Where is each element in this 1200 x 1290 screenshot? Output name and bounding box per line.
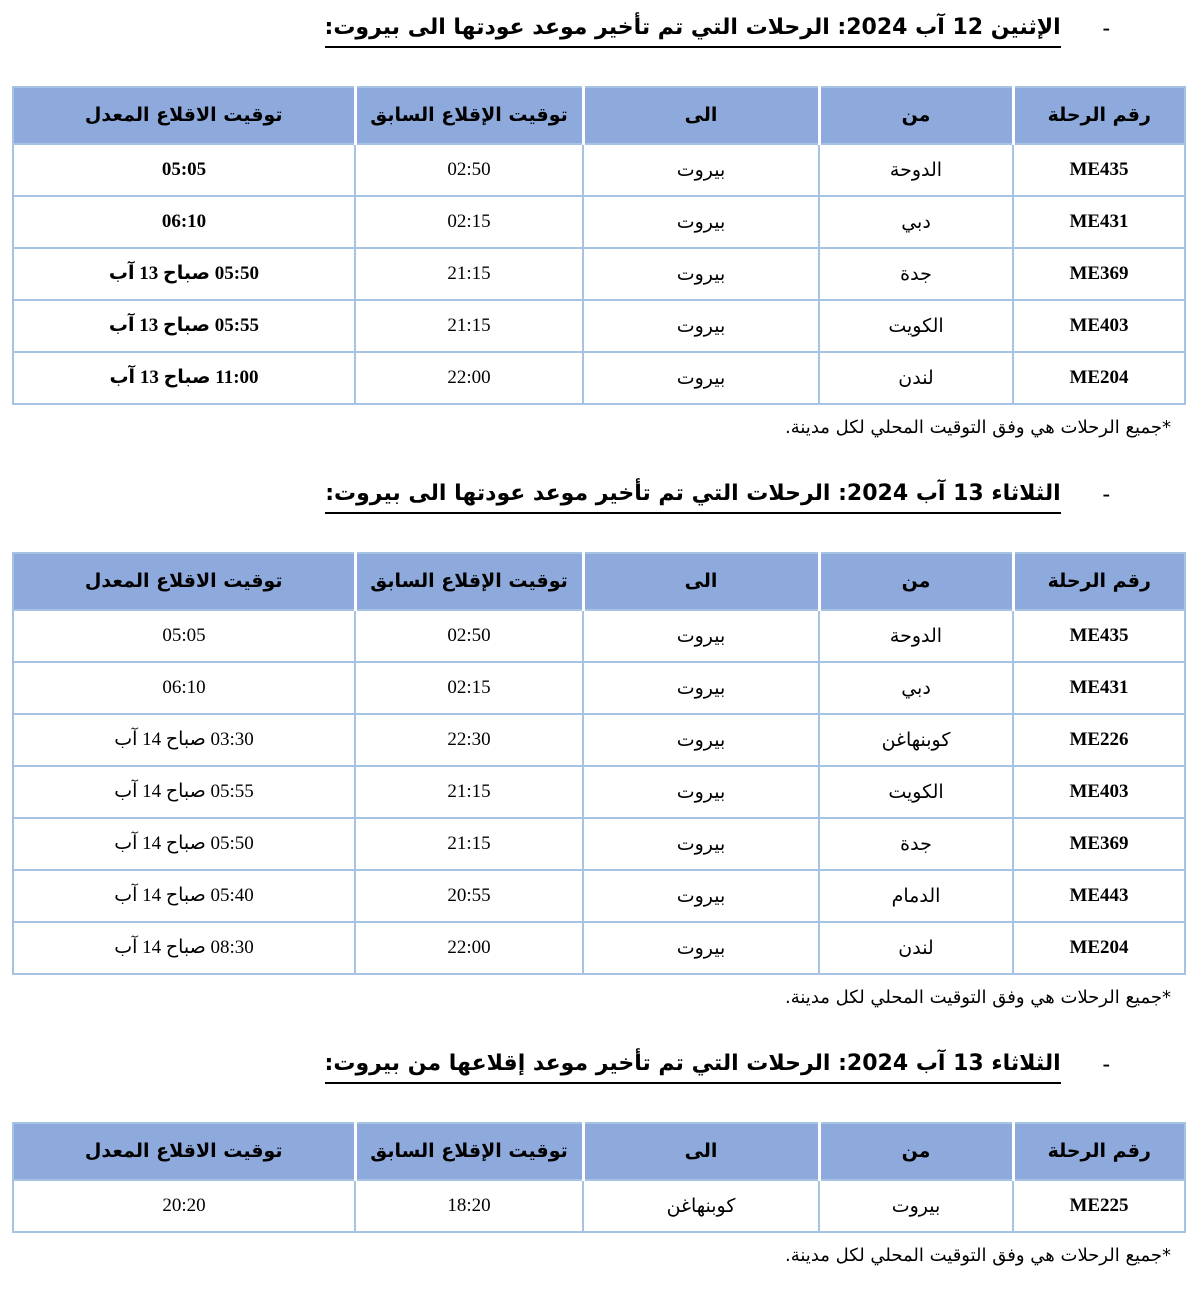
list-dash: - <box>1102 480 1110 506</box>
destination-cell: بيروت <box>583 662 819 714</box>
modified-departure-time-cell: 05:50 صباح 14 آب <box>13 818 355 870</box>
destination-cell: كوبنهاغن <box>583 1180 819 1232</box>
previous-departure-time-cell: 21:15 <box>355 766 583 818</box>
column-header: من <box>819 87 1013 144</box>
section-1-heading: الإثنين 12 آب 2024: الرحلات التي تم تأخير موعد عودتها الى بيروت: <box>325 12 1061 48</box>
modified-departure-time-cell: 05:55 صباح 14 آب <box>13 766 355 818</box>
table-row <box>13 300 1185 352</box>
flight-number-cell: ME435 <box>1013 144 1185 196</box>
previous-departure-time-cell: 21:15 <box>355 818 583 870</box>
table-row <box>13 144 1185 196</box>
list-dash: - <box>1102 1050 1110 1076</box>
previous-departure-time-cell: 21:15 <box>355 300 583 352</box>
destination-cell: بيروت <box>583 818 819 870</box>
origin-cell: كوبنهاغن <box>819 714 1013 766</box>
flight-number-cell: ME443 <box>1013 870 1185 922</box>
destination-cell: بيروت <box>583 248 819 300</box>
header-row <box>13 87 1185 144</box>
table-row <box>13 714 1185 766</box>
footnote-local-time: *جميع الرحلات هي وفق التوقيت المحلي لكل مدينة. <box>785 986 1171 1008</box>
destination-cell: بيروت <box>583 352 819 404</box>
table-row <box>13 248 1185 300</box>
table-row <box>13 922 1185 974</box>
modified-departure-time-cell: 05:40 صباح 14 آب <box>13 870 355 922</box>
destination-cell: بيروت <box>583 922 819 974</box>
footnote-local-time: *جميع الرحلات هي وفق التوقيت المحلي لكل مدينة. <box>785 416 1171 438</box>
origin-cell: الكويت <box>819 300 1013 352</box>
table-row <box>13 610 1185 662</box>
flight-number-cell: ME204 <box>1013 922 1185 974</box>
flight-number-cell: ME403 <box>1013 766 1185 818</box>
destination-cell: بيروت <box>583 610 819 662</box>
flight-number-cell: ME431 <box>1013 662 1185 714</box>
modified-departure-time-cell: 06:10 <box>13 662 355 714</box>
previous-departure-time-cell: 02:50 <box>355 144 583 196</box>
column-header: من <box>819 553 1013 610</box>
origin-cell: جدة <box>819 248 1013 300</box>
column-header: الى <box>583 1123 819 1180</box>
modified-departure-time-cell: 20:20 <box>13 1180 355 1232</box>
destination-cell: بيروت <box>583 300 819 352</box>
flight-number-cell: ME435 <box>1013 610 1185 662</box>
flight-number-cell: ME204 <box>1013 352 1185 404</box>
table-row <box>13 766 1185 818</box>
destination-cell: بيروت <box>583 766 819 818</box>
modified-departure-time-cell: 06:10 <box>13 196 355 248</box>
previous-departure-time-cell: 02:15 <box>355 196 583 248</box>
origin-cell: بيروت <box>819 1180 1013 1232</box>
table-row <box>13 870 1185 922</box>
flight-number-cell: ME431 <box>1013 196 1185 248</box>
column-header: توقيت الإقلاع السابق <box>355 553 583 610</box>
flights-table-aug13-returns <box>12 552 1186 975</box>
previous-departure-time-cell: 22:00 <box>355 352 583 404</box>
modified-departure-time-cell: 08:30 صباح 14 آب <box>13 922 355 974</box>
column-header: من <box>819 1123 1013 1180</box>
origin-cell: الدوحة <box>819 144 1013 196</box>
modified-departure-time-cell: 05:50 صباح 13 آب <box>13 248 355 300</box>
modified-departure-time-cell: 05:55 صباح 13 آب <box>13 300 355 352</box>
list-dash: - <box>1102 15 1110 40</box>
column-header: توقيت الاقلاع المعدل <box>13 87 355 144</box>
previous-departure-time-cell: 18:20 <box>355 1180 583 1232</box>
origin-cell: الكويت <box>819 766 1013 818</box>
previous-departure-time-cell: 20:55 <box>355 870 583 922</box>
origin-cell: جدة <box>819 818 1013 870</box>
modified-departure-time-cell: 03:30 صباح 14 آب <box>13 714 355 766</box>
destination-cell: بيروت <box>583 144 819 196</box>
section-2-heading: الثلاثاء 13 آب 2024: الرحلات التي تم تأخير موعد عودتها الى بيروت: <box>325 478 1060 514</box>
section-3-heading-row <box>14 1048 1186 1084</box>
column-header: توقيت الاقلاع المعدل <box>13 1123 355 1180</box>
destination-cell: بيروت <box>583 714 819 766</box>
header-row <box>13 553 1185 610</box>
column-header: الى <box>583 553 819 610</box>
modified-departure-time-cell: 05:05 <box>13 610 355 662</box>
flight-number-cell: ME403 <box>1013 300 1185 352</box>
modified-departure-time-cell: 11:00 صباح 13 آب <box>13 352 355 404</box>
footnote-local-time: *جميع الرحلات هي وفق التوقيت المحلي لكل مدينة. <box>785 1244 1171 1266</box>
table-row <box>13 1180 1185 1232</box>
section-3-heading: الثلاثاء 13 آب 2024: الرحلات التي تم تأخير موعد إقلاعها من بيروت: <box>325 1048 1061 1084</box>
previous-departure-time-cell: 22:00 <box>355 922 583 974</box>
column-header: رقم الرحلة <box>1013 87 1185 144</box>
destination-cell: بيروت <box>583 870 819 922</box>
flight-number-cell: ME369 <box>1013 818 1185 870</box>
origin-cell: دبي <box>819 662 1013 714</box>
flight-number-cell: ME369 <box>1013 248 1185 300</box>
origin-cell: لندن <box>819 922 1013 974</box>
origin-cell: الدمام <box>819 870 1013 922</box>
section-1-heading-row <box>14 12 1186 48</box>
previous-departure-time-cell: 22:30 <box>355 714 583 766</box>
column-header: الى <box>583 87 819 144</box>
column-header: توقيت الاقلاع المعدل <box>13 553 355 610</box>
flights-table-aug13-departures <box>12 1122 1186 1233</box>
previous-departure-time-cell: 02:15 <box>355 662 583 714</box>
destination-cell: بيروت <box>583 196 819 248</box>
flight-number-cell: ME225 <box>1013 1180 1185 1232</box>
table-row <box>13 662 1185 714</box>
column-header: رقم الرحلة <box>1013 553 1185 610</box>
origin-cell: دبي <box>819 196 1013 248</box>
table-row <box>13 196 1185 248</box>
column-header: توقيت الإقلاع السابق <box>355 1123 583 1180</box>
modified-departure-time-cell: 05:05 <box>13 144 355 196</box>
flight-number-cell: ME226 <box>1013 714 1185 766</box>
section-2-heading-row <box>14 478 1186 514</box>
previous-departure-time-cell: 21:15 <box>355 248 583 300</box>
table-row <box>13 818 1185 870</box>
flights-table-aug12-returns <box>12 86 1186 405</box>
origin-cell: الدوحة <box>819 610 1013 662</box>
header-row <box>13 1123 1185 1180</box>
previous-departure-time-cell: 02:50 <box>355 610 583 662</box>
column-header: توقيت الإقلاع السابق <box>355 87 583 144</box>
column-header: رقم الرحلة <box>1013 1123 1185 1180</box>
table-row <box>13 352 1185 404</box>
origin-cell: لندن <box>819 352 1013 404</box>
